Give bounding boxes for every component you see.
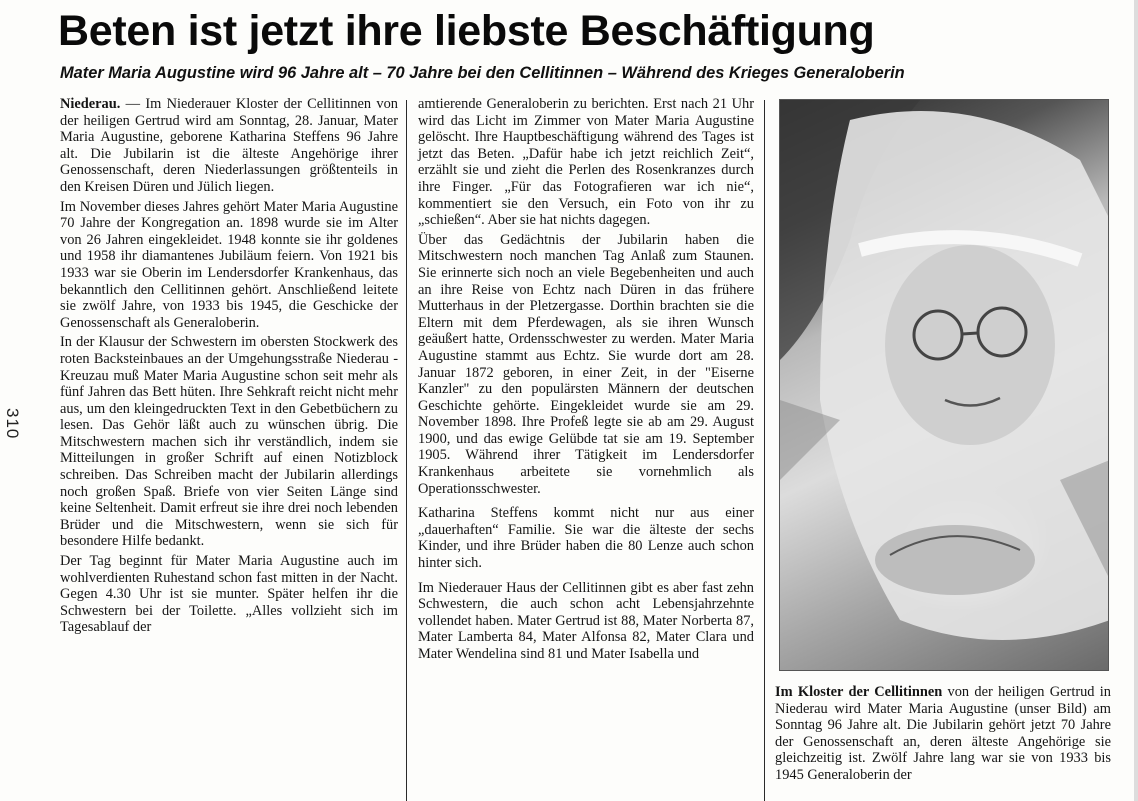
paragraph: [60, 96, 398, 196]
paragraph: Im November dieses Jahres gehört Mater Maria Augustine 70 Jahre der Kongregation an. 1898 wurde sie im Alter von 26 Jahren eingekleidet. 1948 konnte sie ihr goldenes und 1958 ihr diamantenes Jubiläum feiern. Von 1921 bis 1933 war sie Oberin im Lendersdorfer Krankenhaus, das bekanntlich den Cellitinnen gehört. Anschließend leitete sie zwölf Jahre, von 1933 bis 1945, die Geschicke der Genossenschaft als Generaloberin.: [60, 198, 398, 331]
caption-lead: Im Kloster der Cellitinnen: [775, 684, 943, 700]
subheadline: Mater Maria Augustine wird 96 Jahre alt – 70 Jahre bei den Cellitinnen – Während des Krieges Generaloberin: [60, 64, 905, 82]
paragraph: Über das Gedächtnis der Jubilarin haben die Mitschwestern noch manchen Tag Anlaß zum Staunen. Sie erinnerte sich noch an viele Begebenheiten und auch an ihre Reise von Echtz nach Düren in das frühere Mutterhaus in der Pletzergasse. Dorthin brachten sie die Eltern mit dem Pferdewagen, als sie ihren Wunsch geäußert hatte, Ordensschwester zu werden. Mater Maria Augustine stammt aus Echtz. Sie wurde dort am 28. Januar 1872 geboren, in einer Zeit, in der "Eiserne Kanzler" zu den populärsten Männern der deutschen Geschichte gehörte. Eingekleidet wurde sie am 29. November 1898. Ihre Profeß legte sie ab am 29. August 1900, und das ewige Gelübde tat sie am 19. September 1905. Während ihrer Tätigkeit im Lendersdorfer Krankenhaus arbeitete sie vornehmlich als Operationsschwester.: [418, 231, 754, 497]
paragraph: Im Niederauer Haus der Cellitinnen gibt es aber fast zehn Schwestern, die auch schon acht Lebensjahrzehnte vollendet haben. Mater Gertrud ist 88, Mater Norberta 87, Mater Lamberta 84, Mater Alfonsa 82, Mater Clara und Mater Wendelina sind 81 und Mater Isabella und: [418, 579, 754, 662]
photo-illustration: [780, 100, 1109, 671]
dateline: Niederau.: [60, 96, 121, 112]
photo-caption: [775, 684, 1111, 784]
article-column-2: [418, 96, 754, 665]
face-shape: [885, 245, 1055, 445]
headline: Beten ist jetzt ihre liebste Beschäftigung: [58, 7, 875, 55]
article-column-1: [60, 96, 398, 638]
caption-paragraph: [775, 684, 1111, 784]
scan-edge: [1134, 0, 1138, 801]
nun-photo: [779, 99, 1109, 671]
paragraph-text: — Im Niederauer Kloster der Cellitinnen von der heiligen Gertrud wird am Sonntag, 28. Januar, Mater Maria Augustine, geborene Katharina Steffens 96 Jahre alt. Die Jubilarin ist die älteste Angehörige ihrer Genossenschaft, deren Niederlassungen größtenteils in den Kreisen Düren und Jülich liegen.: [60, 96, 398, 195]
column-divider: [764, 100, 765, 801]
caption-text: von der heiligen Gertrud in Niederau wird Mater Maria Augustine (unser Bild) am Sonntag 96 Jahre alt. Die Jubilarin gehört jetzt 70 Jahre der Genossenschaft an, deren älteste Angehörige sie gleichzeitig ist. Zwölf Jahre lang war sie von 1933 bis 1945 Generaloberin der: [775, 684, 1111, 783]
paragraph: amtierende Generaloberin zu berichten. Erst nach 21 Uhr wird das Licht im Zimmer von Mater Maria Augustine gelöscht. Ihre Hauptbeschäftigung während des Tages ist jetzt das Beten. „Dafür habe ich jetzt reichlich Zeit“, erzählt sie und zieht die Perlen des Rosenkranzes durch ihre Finger. „Für das Fotografieren war ich nie“, kommentiert sie den Versuch, ein Foto von ihr zu „schießen“. Aber sie hat nichts dagegen.: [418, 96, 754, 229]
page-number: 310: [3, 408, 22, 440]
paragraph: Katharina Steffens kommt nicht nur aus einer „dauerhaften“ Familie. Sie war die älteste der sechs Kinder, und ihre Brüder haben die 80 Lenze auch schon hinter sich.: [418, 505, 754, 572]
column-divider: [406, 100, 407, 801]
paragraph: Der Tag beginnt für Mater Maria Augustine auch im wohlverdienten Ruhestand schon fast mitten in der Nacht. Gegen 4.30 Uhr ist sie munter. Später helfen ihr die Schwestern bei der Toilette. „Alles vollzieht sich im Tagesablauf der: [60, 553, 398, 636]
glasses-bridge: [962, 333, 978, 334]
paragraph: In der Klausur der Schwestern im obersten Stockwerk des roten Backsteinbaues an der Umgehungsstraße Niederau - Kreuzau muß Mater Maria Augustine schon seit mehr als fünf Jahren das Bett hüten. Ihre Sehkraft reicht nicht mehr aus, um den kleingedruckten Text in den Gebetbüchern zu lesen. Das Gehör läßt auch zu wünschen übrig. Die Mitschwestern machen sich ihr verständlich, indem sie Mitteilungen in großer Schrift auf einen Notizblock schreiben. Das Schreiben macht der Jubilarin allerdings noch großen Spaß. Briefe von vier Seiten Länge sind keine Seltenheit. Damit erfreut sie ihre drei noch lebenden Brüder und die Mitschwestern, wenn sie sich für besondere Hilfe bedankt.: [60, 334, 398, 550]
